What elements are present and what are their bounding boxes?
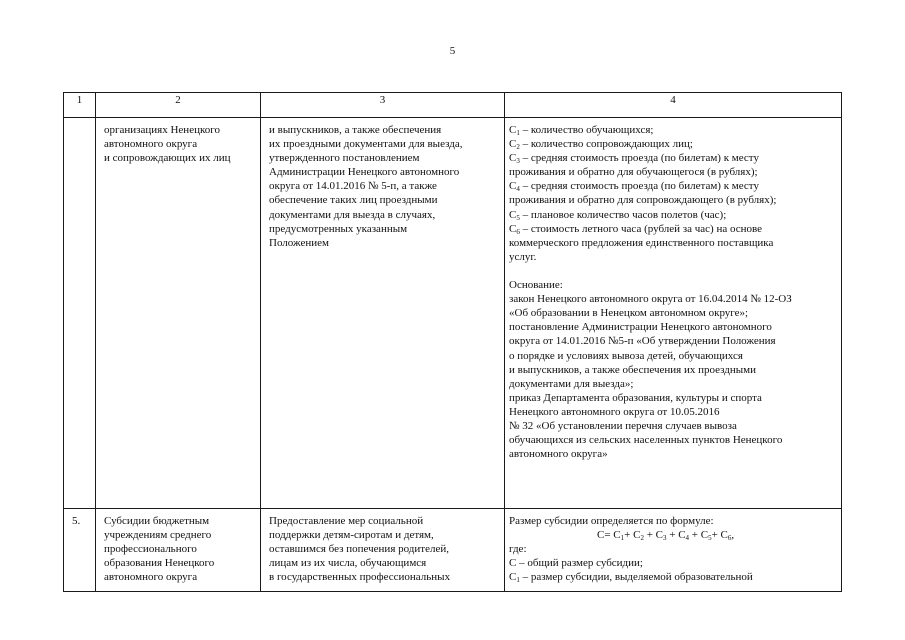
text-line: образования Ненецкого bbox=[104, 557, 215, 570]
text-line: Администрации Ненецкого автономного bbox=[269, 166, 460, 179]
table-row bbox=[64, 118, 842, 509]
table-header-row bbox=[64, 93, 842, 118]
text-line: оставшимся без попечения родителей, bbox=[269, 543, 449, 556]
text-line: их проездными документами для выезда, bbox=[269, 138, 463, 151]
variable-definition: C – общий размер субсидии; bbox=[509, 557, 643, 570]
text-line: обеспечение таких лиц проездными bbox=[269, 194, 438, 207]
text-line: округа от 14.01.2016 № 5-п, а также bbox=[269, 180, 437, 193]
variable-definition: $C_6$ – стоимость летного часа (рублей за час) на основе bbox=[509, 222, 763, 236]
purpose-cell bbox=[261, 509, 505, 592]
purpose-cell bbox=[261, 118, 505, 509]
basis-line: о порядке и условиях вывоза детей, обучающихся bbox=[509, 349, 743, 362]
recipient-cell bbox=[96, 509, 261, 592]
basis-line: обучающихся из сельских населенных пунктов Ненецкого bbox=[509, 434, 783, 447]
row-number-cell bbox=[64, 118, 96, 509]
variable-definition: $C_1$ – размер субсидии, выделяемой образовательной bbox=[509, 571, 753, 585]
basis-line: Основание: bbox=[509, 279, 563, 292]
row-number: 5. bbox=[72, 515, 81, 527]
variable-definition: услуг. bbox=[509, 250, 537, 263]
row-number-cell bbox=[64, 509, 96, 592]
variable-definition: проживания и обратно для сопровождающего (в рублях); bbox=[509, 194, 777, 207]
text-line: Предоставление мер социальной bbox=[269, 515, 424, 527]
where-label: где: bbox=[509, 543, 527, 556]
variable-definition: $C_3$ – средняя стоимость проезда (по билетам) к месту bbox=[509, 152, 759, 166]
basis-line: Ненецкого автономного округа от 10.05.2016 bbox=[509, 405, 720, 418]
header-cell: 4 bbox=[505, 93, 842, 118]
recipient-cell bbox=[96, 118, 261, 509]
method-cell bbox=[505, 509, 842, 592]
basis-line: округа от 14.01.2016 №5-п «Об утверждении Положения bbox=[509, 335, 776, 348]
page-number: 5 bbox=[449, 45, 456, 57]
text-line: в государственных профессиональных bbox=[269, 571, 451, 584]
header-cell: 1 bbox=[64, 93, 96, 118]
text-line: автономного округа bbox=[104, 571, 198, 584]
text-line: и сопровождающих их лиц bbox=[104, 152, 231, 165]
text-line: Положением bbox=[269, 236, 329, 249]
text-line: поддержки детям-сиротам и детям, bbox=[269, 529, 434, 542]
basis-line: автономного округа» bbox=[509, 448, 608, 461]
basis-line: постановление Администрации Ненецкого автономного bbox=[509, 321, 772, 334]
text-line: предусмотренных указанным bbox=[269, 222, 408, 235]
basis-line: закон Ненецкого автономного округа от 16.04.2014 № 12-ОЗ bbox=[509, 293, 792, 306]
table-row bbox=[64, 509, 842, 592]
text-line: автономного округа bbox=[104, 138, 198, 151]
basis-line: «Об образовании в Ненецком автономном округе»; bbox=[509, 307, 749, 320]
text-line: лицам из их числа, обучающимся bbox=[269, 557, 427, 570]
spacer bbox=[509, 264, 837, 278]
header-cell: 2 bbox=[96, 93, 261, 118]
formula-intro: Размер субсидии определяется по формуле: bbox=[509, 515, 714, 527]
text-line: учреждениям среднего bbox=[104, 529, 212, 542]
text-line: Субсидии бюджетным bbox=[104, 515, 210, 527]
method-cell bbox=[505, 118, 842, 509]
text-line: и выпускников, а также обеспечения bbox=[269, 124, 442, 136]
subsidy-formula: $C= C_1+ C_2 + C_3 + C_4 + C_5+ C_6$, bbox=[597, 529, 735, 543]
basis-line: приказ Департамента образования, культуры и спорта bbox=[509, 391, 762, 404]
main-table bbox=[63, 92, 842, 592]
variable-definition: $C_5$ – плановое количество часов полетов (час); bbox=[509, 208, 727, 222]
variable-definition: $C_1$ – количество обучающихся; bbox=[509, 124, 654, 137]
variable-definition: коммерческого предложения единственного поставщика bbox=[509, 236, 774, 249]
basis-line: и выпускников, а также обеспечения их проездными bbox=[509, 363, 757, 376]
text-line: организациях Ненецкого bbox=[104, 124, 220, 136]
basis-line: № 32 «Об установлении перечня случаев вывоза bbox=[509, 419, 737, 432]
basis-line: документами для выезда»; bbox=[509, 377, 634, 390]
text-line: профессионального bbox=[104, 543, 197, 556]
text-line: документами для выезда в случаях, bbox=[269, 208, 436, 221]
variable-definition: $C_2$ – количество сопровождающих лиц; bbox=[509, 138, 693, 152]
header-cell: 3 bbox=[261, 93, 505, 118]
variable-definition: проживания и обратно для обучающегося (в рублях); bbox=[509, 166, 758, 179]
variable-definition: $C_4$ – средняя стоимость проезда (по билетам) к месту bbox=[509, 180, 759, 194]
text-line: утвержденного постановлением bbox=[269, 152, 420, 165]
